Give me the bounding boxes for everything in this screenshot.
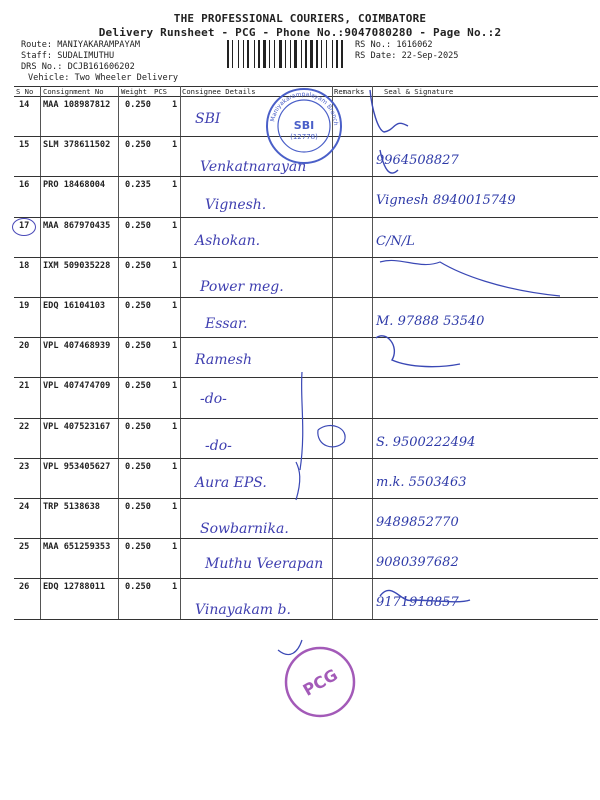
row-consignment-no: MAA 108987812 <box>43 100 111 110</box>
row-signature: M. 97888 53540 <box>376 314 485 329</box>
row-pcs: 1 <box>172 100 178 110</box>
row-sno: 26 <box>19 582 30 593</box>
row-weight: 0.250 <box>125 542 151 553</box>
row-weight: 0.250 <box>125 582 151 593</box>
row-consignee: Ashokan. <box>195 232 261 249</box>
row-consignment-no: EDQ 12788011 <box>43 582 106 593</box>
row-sno: 16 <box>19 180 30 191</box>
row-sno: 14 <box>19 100 30 110</box>
stamp-branch-text: Maniyakarampalayam Branch <box>269 90 340 126</box>
row-consignee: Vinayakam b. <box>195 602 291 619</box>
row-signature: 9171918857 <box>376 595 459 611</box>
row-sno: 18 <box>19 260 30 271</box>
row-pcs: 1 <box>172 461 178 472</box>
row-pcs: 1 <box>172 140 178 151</box>
row-signature: S. 9500222494 <box>376 434 476 450</box>
row-weight: 0.250 <box>125 341 151 352</box>
row-sno: 15 <box>19 140 30 151</box>
seal-text: PCG <box>299 665 341 700</box>
rs-date: RS Date: 22-Sep-2025 <box>355 51 459 61</box>
row-signature: C/N/L <box>376 233 415 249</box>
row-sno: 20 <box>19 341 30 352</box>
row-sno: 24 <box>19 502 30 512</box>
row-signature: m.k. 5503463 <box>376 474 467 490</box>
row-weight: 0.250 <box>125 301 151 311</box>
row-consignee: -do- <box>205 437 232 454</box>
header-sno: S No <box>16 87 34 96</box>
row-pcs: 1 <box>172 341 178 352</box>
row-consignee: Sowbarnika. <box>200 521 289 537</box>
row-weight: 0.250 <box>125 220 151 231</box>
row-consignee: Venkatnarayan <box>200 159 307 176</box>
row-signature: 9489852770 <box>376 515 459 530</box>
row-weight: 0.250 <box>125 421 151 432</box>
row-signature: 9080397682 <box>376 555 459 571</box>
row-sno: 22 <box>19 421 30 432</box>
row-pcs: 1 <box>172 502 178 512</box>
row-consignment-no: IXM 509035228 <box>43 260 111 271</box>
row-weight: 0.250 <box>125 260 151 271</box>
staff-label: Staff: SUDALIMUTHU <box>21 51 115 61</box>
row-consignee: Vignesh. <box>205 197 267 214</box>
row-pcs: 1 <box>172 582 178 593</box>
row-weight: 0.250 <box>125 140 151 151</box>
row-consignment-no: MAA 867970435 <box>43 220 111 231</box>
row-signature: 9964508827 <box>376 153 459 169</box>
row-sno: 19 <box>19 301 30 311</box>
vehicle-label: Vehicle: Two Wheeler Delivery <box>28 73 179 83</box>
row-consignment-no: VPL 953405627 <box>43 461 111 472</box>
row-sno: 17 <box>19 220 30 231</box>
row-consignment-no: MAA 651259353 <box>43 542 111 553</box>
stamp-branch-code: (12778) <box>290 133 318 141</box>
row-consignee: Muthu Veerapan <box>205 556 324 573</box>
row-consignment-no: VPL 407468939 <box>43 341 111 352</box>
header-consignment: Consignment No <box>43 87 104 96</box>
row-consignee: Aura EPS. <box>195 474 267 491</box>
row-pcs: 1 <box>172 542 178 553</box>
row-weight: 0.250 <box>125 461 151 472</box>
runsheet-subtitle: Delivery Runsheet - PCG - Phone No.:9047080280 - Page No.:2 <box>98 26 502 39</box>
row-sno: 23 <box>19 461 30 472</box>
row-consignment-no: PRO 18468004 <box>43 180 106 191</box>
header-consignee: Consignee Details <box>182 87 256 96</box>
row-pcs: 1 <box>172 381 178 392</box>
row-consignment-no: SLM 378611502 <box>43 140 111 151</box>
row-consignee: Ramesh <box>195 352 252 369</box>
row-consignee: -do- <box>200 391 227 408</box>
rs-number: RS No.: 1616062 <box>355 40 433 50</box>
row-weight: 0.235 <box>125 180 151 191</box>
row-pcs: 1 <box>172 421 178 432</box>
stamp-bank-name: SBI <box>293 119 315 132</box>
row-consignee: Essar. <box>205 316 248 332</box>
row-sno: 21 <box>19 381 30 392</box>
row-pcs: 1 <box>172 220 178 231</box>
row-pcs: 1 <box>172 260 178 271</box>
row-consignment-no: VPL 407474709 <box>43 381 111 392</box>
row-consignment-no: VPL 407523167 <box>43 421 111 432</box>
header-weight: Weight <box>121 87 147 96</box>
row-signature: Vignesh 8940015749 <box>376 193 516 209</box>
row-consignee: Power meg. <box>200 278 284 295</box>
drs-number: DRS No.: DCJB161606202 <box>21 62 135 72</box>
header-pcs: PCS <box>154 87 167 96</box>
row-pcs: 1 <box>172 301 178 311</box>
company-title: THE PROFESSIONAL COURIERS, COIMBATORE <box>173 12 427 25</box>
row-weight: 0.250 <box>125 100 151 110</box>
row-consignee: SBI <box>195 111 221 127</box>
row-sno: 25 <box>19 542 30 553</box>
row-weight: 0.250 <box>125 381 151 392</box>
row-pcs: 1 <box>172 180 178 191</box>
header-seal: Seal & Signature <box>384 87 454 96</box>
header-remarks: Remarks <box>334 87 365 96</box>
row-consignment-no: EDQ 16104103 <box>43 301 106 311</box>
route-label: Route: MANIYAKARAMPAYAM <box>21 40 140 50</box>
row-consignment-no: TRP 5138638 <box>43 502 100 512</box>
row-weight: 0.250 <box>125 502 151 512</box>
